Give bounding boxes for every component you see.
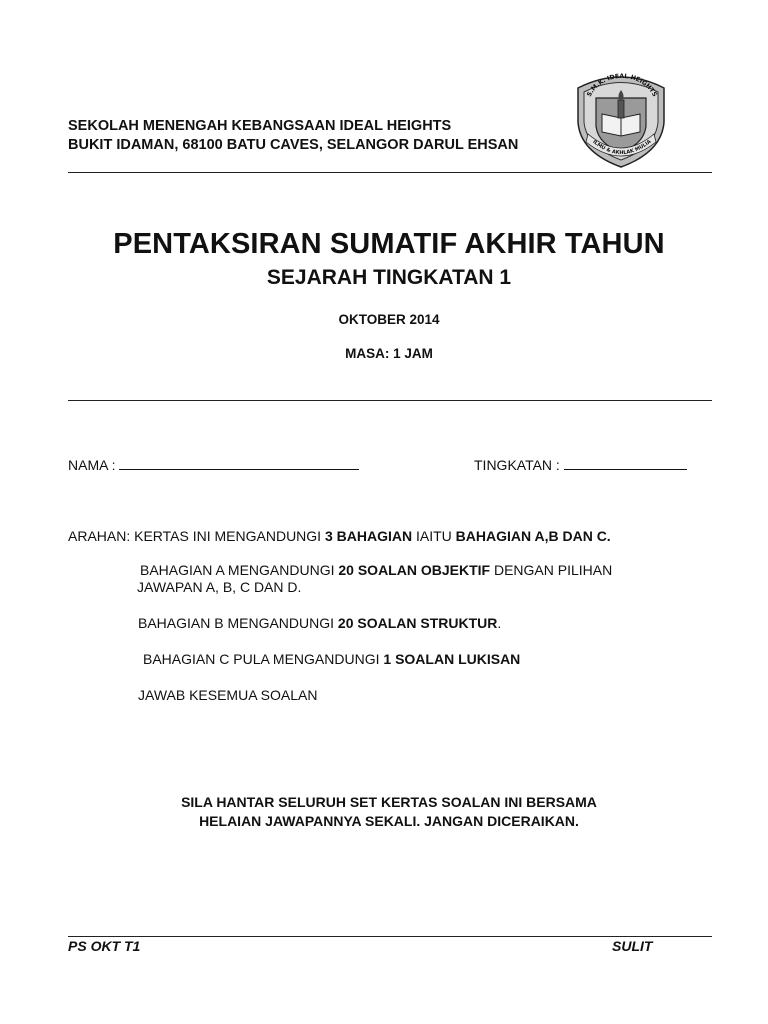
school-address: BUKIT IDAMAN, 68100 BATU CAVES, SELANGOR DARUL EHSAN — [68, 137, 519, 153]
school-crest-icon — [570, 70, 672, 170]
exam-title: PENTAKSIRAN SUMATIF AKHIR TAHUN — [113, 228, 665, 260]
part-a-count: 20 SOALAN OBJEKTIF — [338, 562, 491, 578]
part-a-suffix: DENGAN PILIHAN — [490, 562, 613, 578]
name-field — [68, 457, 359, 473]
class-label: TINGKATAN : — [474, 457, 560, 473]
part-a-text: BAHAGIAN A MENGANDUNGI — [140, 562, 339, 578]
notice-line1: SILA HANTAR SELURUH SET KERTAS SOALAN INI BERSAMA — [181, 794, 597, 810]
instruction-arahan — [68, 528, 611, 545]
instruction-part-b — [138, 615, 501, 632]
notice-line2: HELAIAN JAWAPANNYA SEKALI. JANGAN DICERAIKAN. — [199, 813, 579, 829]
part-c-text: BAHAGIAN C PULA MENGANDUNGI — [143, 651, 384, 667]
part-b-suffix: . — [497, 615, 502, 631]
exam-duration: MASA: 1 JAM — [345, 346, 433, 361]
name-input-line[interactable] — [119, 457, 359, 470]
part-a-line2: JAWAPAN A, B, C DAN D. — [137, 579, 302, 595]
school-header — [68, 117, 518, 155]
crest-top-text: S.M.K. IDEAL HEIGHTS — [585, 72, 659, 99]
footer-code: PS OKT T1 — [68, 938, 141, 954]
title-divider — [68, 400, 712, 401]
arahan-text: ARAHAN: KERTAS INI MENGANDUNGI — [68, 528, 325, 544]
part-c-count: 1 SOALAN LUKISAN — [383, 651, 521, 667]
submission-notice — [0, 793, 768, 831]
name-label: NAMA : — [68, 457, 116, 473]
header-divider — [68, 172, 712, 173]
exam-subject: SEJARAH TINGKATAN 1 — [266, 266, 512, 289]
class-field — [474, 457, 687, 473]
footer-divider — [68, 936, 712, 937]
instruction-part-a — [137, 562, 613, 596]
instruction-answer-all: JAWAB KESEMUA SOALAN — [138, 687, 318, 703]
class-input-line[interactable] — [564, 457, 687, 470]
part-b-text: BAHAGIAN B MENGANDUNGI — [138, 615, 338, 631]
arahan-parts-names: BAHAGIAN A,B DAN C. — [455, 528, 611, 544]
footer-classification: SULIT — [612, 938, 653, 954]
instruction-part-c — [143, 651, 520, 668]
arahan-parts-count: 3 BAHAGIAN — [324, 528, 413, 544]
school-name: SEKOLAH MENENGAH KEBANGSAAN IDEAL HEIGHTS — [68, 118, 452, 134]
crest-bottom-text: ILMU & AKHLAK MULIA — [591, 138, 653, 157]
exam-date: OKTOBER 2014 — [338, 312, 440, 327]
arahan-text-mid: IAITU — [412, 528, 456, 544]
part-b-count: 20 SOALAN STRUKTUR — [337, 615, 498, 631]
